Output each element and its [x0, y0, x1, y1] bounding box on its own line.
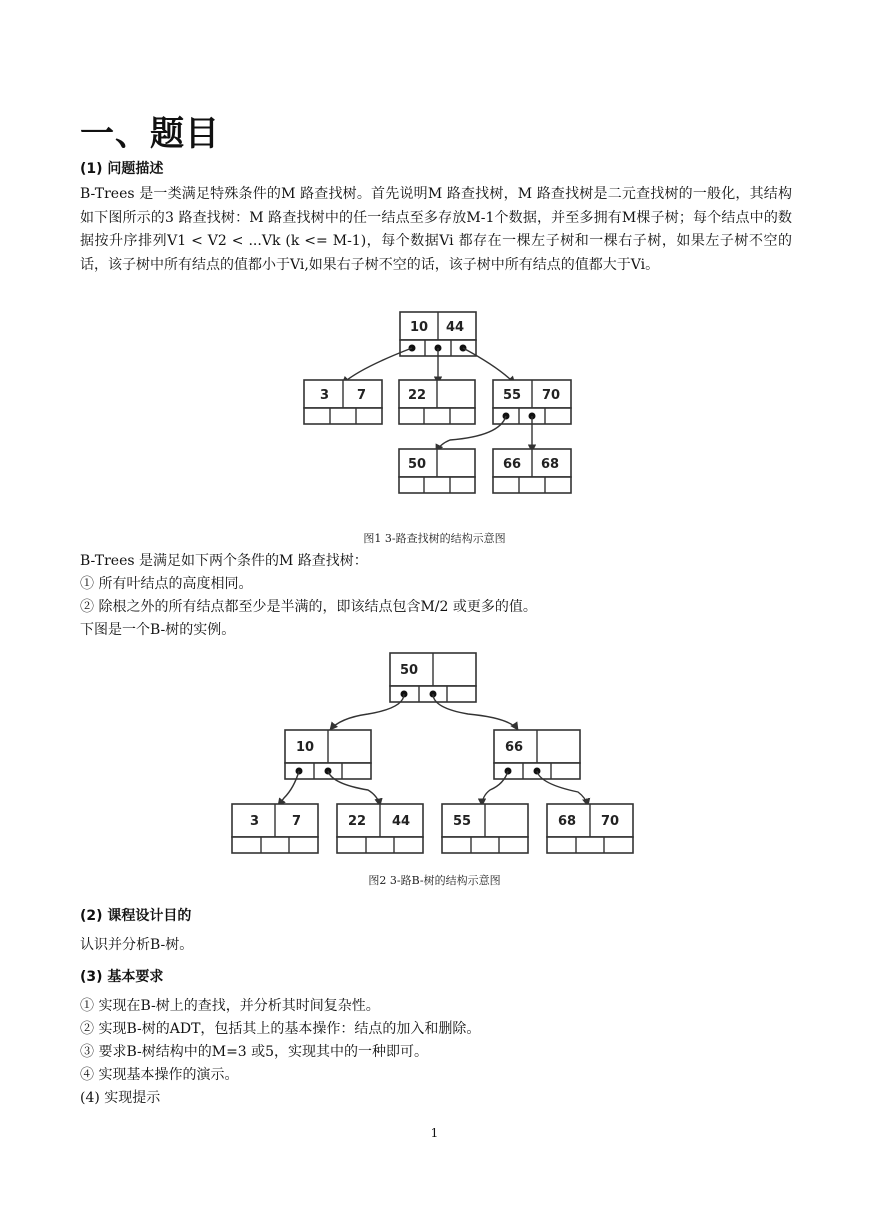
fig2-key: 66 [505, 740, 524, 755]
fig1-key: 10 [410, 320, 429, 335]
fig2-node-68-70 [547, 804, 633, 853]
fig1-node-50 [399, 449, 475, 493]
fig2-node-3-7 [232, 804, 318, 853]
fig1-key: 68 [541, 457, 560, 472]
problem-description-paragraph: B-Trees 是一类满足特殊条件的M 路查找树。首先说明M 路查找树，M 路查找树是二元查找树的一般化，其结构如下图所示的3 路查找树：M 路查找树中的任一结点至多存放M-1个数据，并至多拥有M棵子树；每个结点中的数据按升序排列V1 < V2 < ...Vk (k <= M-1)，每个数据Vi 都存在一棵左子树和一棵右子树，如果左子树不空的话，该子树中所有结点的值都小于Vi,如果右子树不空的话，该子树中所有结点的值都大于Vi。 [80, 186, 792, 273]
fig1-key: 70 [542, 388, 561, 403]
fig2-key: 55 [453, 814, 472, 829]
fig2-node-22-44 [337, 804, 423, 853]
requirement-item: ② 实现B-树的ADT，包括其上的基本操作：结点的加入和删除。 [80, 1021, 481, 1037]
fig2-key: 3 [250, 814, 260, 829]
figure-1-caption: 图1 3-路查找树的结构示意图 [363, 532, 506, 545]
condition-1: ① 所有叶结点的高度相同。 [80, 576, 253, 592]
fig1-node-middle [399, 380, 475, 424]
fig2-key: 50 [400, 663, 419, 678]
example-intro: 下图是一个B-树的实例。 [80, 622, 236, 638]
fig2-key: 22 [348, 814, 367, 829]
section-requirements-title: (3) 基本要求 [80, 969, 164, 985]
fig1-node-left [304, 380, 382, 424]
conditions-intro: B-Trees 是满足如下两个条件的M 路查找树： [80, 553, 368, 569]
fig1-key: 55 [503, 388, 522, 403]
figure-2-b-tree [228, 650, 640, 860]
fig2-node-55 [442, 804, 528, 853]
fig2-key: 10 [296, 740, 315, 755]
section-problem-description-title: (1) 问题描述 [80, 161, 164, 177]
chapter-heading: 一、题目 [80, 114, 220, 154]
page-number: 1 [430, 1126, 439, 1140]
fig2-key: 70 [601, 814, 620, 829]
purpose-text: 认识并分析B-树。 [80, 937, 194, 953]
fig1-key: 7 [357, 388, 367, 403]
fig1-key: 50 [408, 457, 427, 472]
figure-2-caption: 图2 3-路B-树的结构示意图 [368, 874, 501, 887]
requirement-item: ③ 要求B-树结构中的M=3 或5，实现其中的一种即可。 [80, 1044, 429, 1060]
fig2-key: 44 [392, 814, 411, 829]
implementation-hints-title: (4) 实现提示 [80, 1090, 161, 1106]
requirement-item: ① 实现在B-树上的查找，并分析其时间复杂性。 [80, 998, 380, 1014]
condition-2: ② 除根之外的所有结点都至少是半满的，即该结点包含M/2 或更多的值。 [80, 599, 537, 615]
fig1-key: 44 [446, 320, 465, 335]
requirement-item: ④ 实现基本操作的演示。 [80, 1067, 239, 1083]
fig1-key: 3 [320, 388, 330, 403]
figure-1-search-tree [300, 308, 580, 500]
section-purpose-title: (2) 课程设计目的 [80, 908, 192, 924]
fig1-node-66-68 [493, 449, 571, 493]
fig1-key: 66 [503, 457, 522, 472]
fig1-key: 22 [408, 388, 427, 403]
fig2-key: 7 [292, 814, 302, 829]
fig2-key: 68 [558, 814, 577, 829]
